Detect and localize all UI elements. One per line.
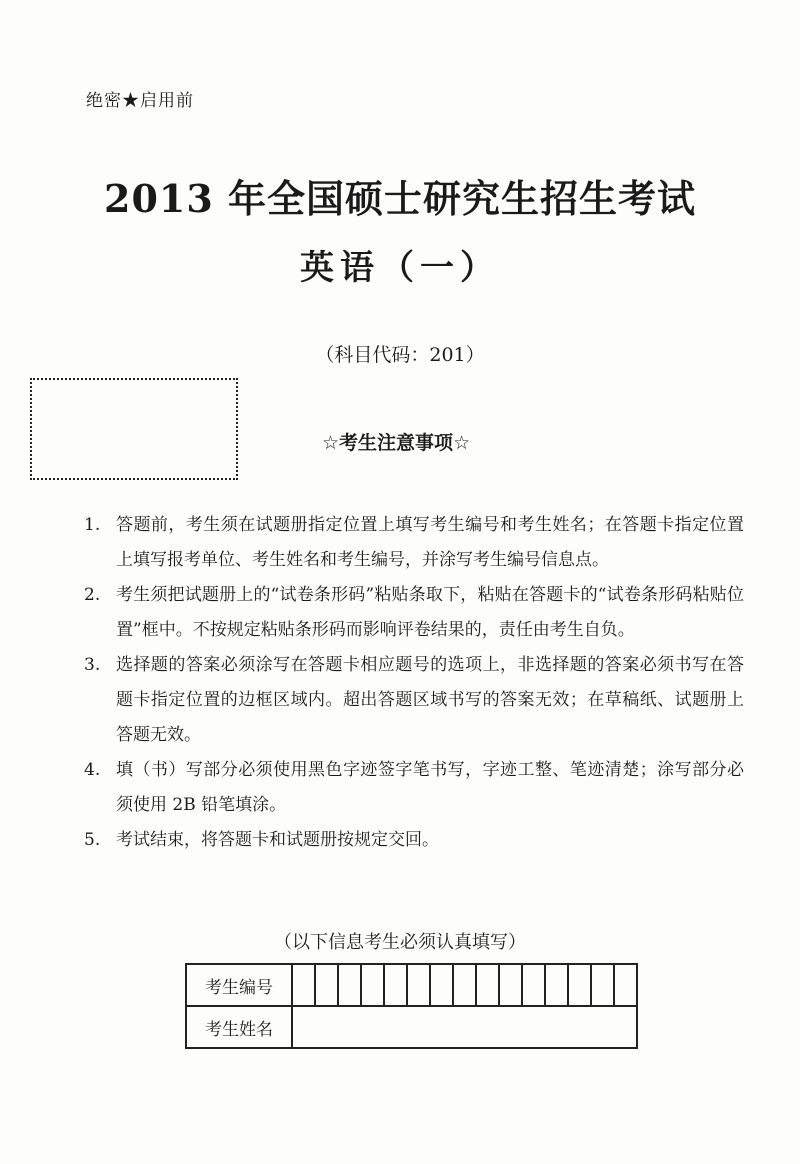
notice-item [84, 823, 744, 858]
candidate-number-digit-box[interactable] [614, 964, 637, 1006]
notice-item-number: 4. [84, 760, 101, 780]
notice-item [84, 753, 744, 823]
candidate-name-row [186, 1006, 637, 1048]
candidate-number-digit-box[interactable] [407, 964, 430, 1006]
notice-item-number: 3. [84, 655, 101, 675]
candidate-number-label: 考生编号 [186, 964, 292, 1006]
candidate-number-digit-box[interactable] [476, 964, 499, 1006]
subject-code: （科目代码：201） [315, 344, 485, 366]
star-icon: ☆ [322, 432, 340, 454]
notice-heading-text: 考生注意事项 [339, 432, 454, 454]
subject-title: 英语（一） [300, 248, 500, 288]
candidate-number-row [186, 964, 637, 1006]
candidate-number-digit-box[interactable] [430, 964, 453, 1006]
star-icon: ☆ [453, 432, 471, 454]
notice-item [84, 648, 744, 753]
notice-item-text: 填（书）写部分必须使用黑色字迹签字笔书写，字迹工整、笔迹清楚；涂写部分必须使用 2B 铅笔填涂。 [116, 760, 744, 815]
candidate-info-instruction: （以下信息考生必须认真填写） [274, 932, 526, 953]
notice-item-text: 答题前，考生须在试题册指定位置上填写考生编号和考生姓名；在答题卡指定位置上填写报考单位、考生姓名和考生编号，并涂写考生编号信息点。 [116, 515, 744, 570]
notice-list [84, 508, 744, 858]
notice-item-number: 1. [84, 515, 101, 535]
notice-item-text: 选择题的答案必须涂写在答题卡相应题号的选项上，非选择题的答案必须书写在答题卡指定位置的边框区域内。超出答题区域书写的答案无效；在草稿纸、试题册上答题无效。 [116, 655, 744, 745]
notice-item-number: 5. [84, 830, 101, 850]
candidate-number-digit-box[interactable] [545, 964, 568, 1006]
candidate-number-digit-box[interactable] [338, 964, 361, 1006]
notice-item-text: 考生须把试题册上的“试卷条形码”粘贴条取下，粘贴在答题卡的“试卷条形码粘贴位置”框中。不按规定粘贴条形码而影响评卷结果的，责任由考生自负。 [116, 585, 744, 640]
exam-title: 2013 年全国硕士研究生招生考试 [104, 176, 696, 221]
classification-label: 绝密★启用前 [86, 91, 194, 111]
candidate-number-digit-box[interactable] [315, 964, 338, 1006]
candidate-number-digit-box[interactable] [591, 964, 614, 1006]
candidate-number-digit-box[interactable] [453, 964, 476, 1006]
notice-item [84, 578, 744, 648]
candidate-number-digit-box[interactable] [499, 964, 522, 1006]
candidate-name-field[interactable] [292, 1006, 637, 1048]
candidate-number-digit-box[interactable] [568, 964, 591, 1006]
notice-heading [322, 428, 470, 455]
candidate-name-label: 考生姓名 [186, 1006, 292, 1048]
candidate-info-table [185, 963, 638, 1049]
candidate-number-digit-box[interactable] [384, 964, 407, 1006]
notice-item-number: 2. [84, 585, 101, 605]
candidate-number-digit-box[interactable] [361, 964, 384, 1006]
notice-item-text: 考试结束，将答题卡和试题册按规定交回。 [116, 830, 439, 850]
barcode-sticker-area[interactable] [30, 378, 238, 480]
notice-item [84, 508, 744, 578]
candidate-number-digit-box[interactable] [522, 964, 545, 1006]
candidate-number-digit-box[interactable] [292, 964, 315, 1006]
